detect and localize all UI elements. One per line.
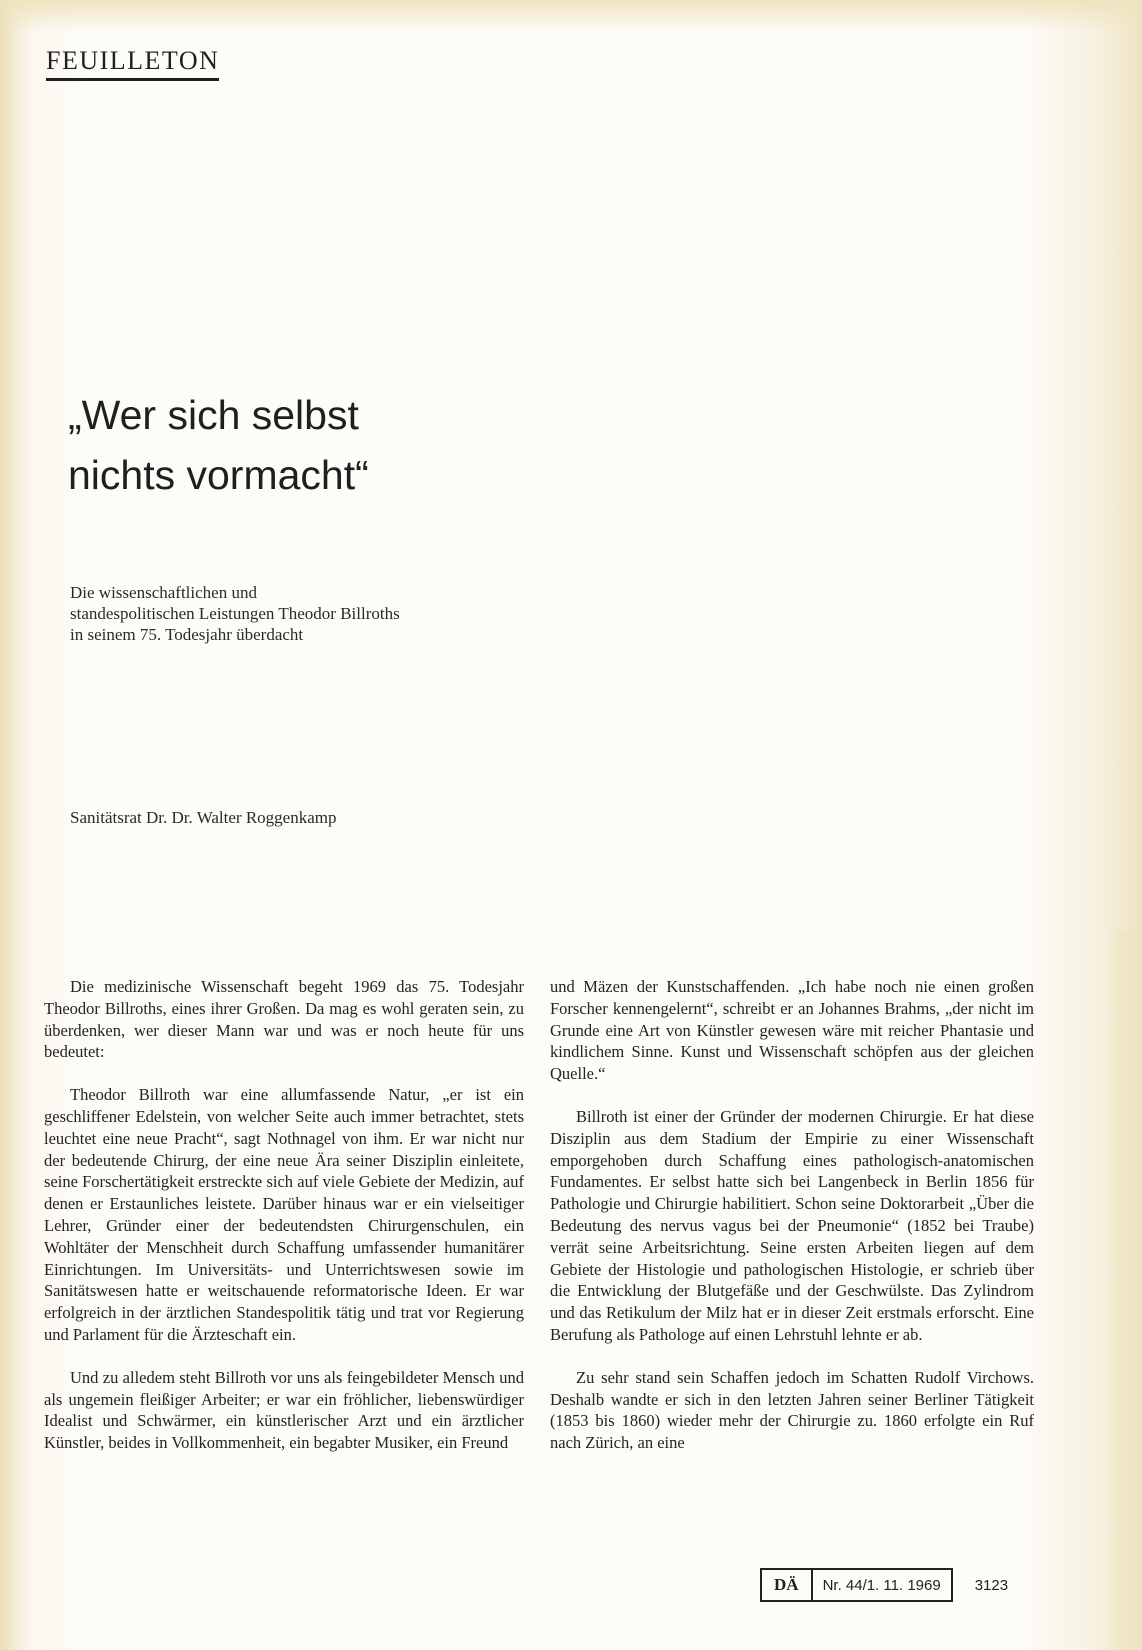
journal-logo: DÄ (760, 1568, 811, 1602)
issue-info: Nr. 44/1. 11. 1969 (811, 1568, 953, 1602)
page-footer (760, 1568, 1008, 1602)
right-column (550, 976, 1034, 1475)
left-column (44, 976, 524, 1475)
paragraph: Billroth ist einer der Gründer der modernen Chirurgie. Er hat diese Disziplin aus dem Stadium der Empirie zu einer Wissenschaft emporgehoben durch Schaffung eines pathologisch-anatomischen Fundamentes. Er selbst hatte sich bei Langenbeck in Berlin 1856 für Pathologie und Chirurgie habilitiert. Schon seine Doktorarbeit „Über die Bedeutung des nervus vagus bei der Pneumonie“ (1852 bei Traube) verrät seine Arbeitsrichtung. Seine ersten Arbeiten liegen auf dem Gebiete der Histologie und pathologischen Histologie, er schrieb über die Entwicklung der Blutgefäße und der Geschwülste. Das Zylindrom und das Retikulum der Milz hat er in dieser Zeit erstmals erforscht. Eine Berufung als Pathologe auf einen Lehrstuhl lehnte er ab. (550, 1106, 1034, 1344)
paragraph: Zu sehr stand sein Schaffen jedoch im Schatten Rudolf Virchows. Deshalb wandte er sich in den letzten Jahren seiner Berliner Tätigkeit (1853 bis 1860) wieder mehr der Chirurgie zu. 1860 erfolgte ein Ruf nach Zürich, an eine (550, 1367, 1034, 1453)
page-discoloration-top (0, 0, 1142, 32)
page-number: 3123 (974, 1576, 1009, 1594)
article-subtitle: Die wissenschaftlichen und standespolitischen Leistungen Theodor Billroths in seinem 75. Todesjahr überdacht (70, 583, 400, 644)
page-discoloration-right (1102, 930, 1142, 1650)
paragraph: und Mäzen der Kunstschaffenden. „Ich habe noch nie einen großen Forscher kennengelernt“, schreibt er an Johannes Brahms, „der nicht im Grunde eine Art von Künstler gewesen wäre mit reicher Phantasie und kindlichem Sinne. Kunst und Wissenschaft schöpfen aus der gleichen Quelle.“ (550, 977, 1034, 1084)
article-author: Sanitätsrat Dr. Dr. Walter Roggenkamp (70, 808, 337, 827)
paragraph: Die medizinische Wissenschaft begeht 1969 das 75. Todesjahr Theodor Billroths, eines ihrer Großen. Da mag es wohl geraten sein, zu überdenken, wer dieser Mann war und was er noch heute für uns bedeutet: (44, 977, 524, 1062)
section-label: FEUILLETON (46, 48, 219, 81)
article-headline: „Wer sich selbst nichts vormacht“ (68, 392, 369, 498)
paragraph: Theodor Billroth war eine allumfassende Natur, „er ist ein geschliffener Edelstein, von welcher Seite auch immer betrachtet, stets leuchtet eine neue Pracht“, sagt Nothnagel von ihm. Er war nicht nur der bedeutende Chirurg, der eine neue Ära seiner Disziplin einleitete, seine Forschertätigkeit erstreckte sich auf viele Gebiete der Medizin, auf denen er Erstaunliches leistete. Darüber hinaus war er ein vielseitiger Lehrer, Gründer einer der bedeutendsten Chirurgenschulen, ein Wohltäter der Menschheit durch Schaffung umfassender humanitärer Einrichtungen. Im Universitäts- und Unterrichtswesen sowie im Sanitätswesen hatte er weitschauende reformatorische Ideen. Er war erfolgreich in der ärztlichen Standespolitik tätig und trat vor Regierung und Parlament für die Ärzteschaft ein. (44, 1085, 524, 1344)
paragraph: Und zu alledem steht Billroth vor uns als feingebildeter Mensch und als ungemein fleißiger Arbeiter; er war ein fröhlicher, liebenswürdiger Idealist und Schwärmer, ein künstlerischer Arzt und ein ärztlicher Künstler, beides in Vollkommenheit, ein begabter Musiker, ein Freund (44, 1367, 524, 1453)
